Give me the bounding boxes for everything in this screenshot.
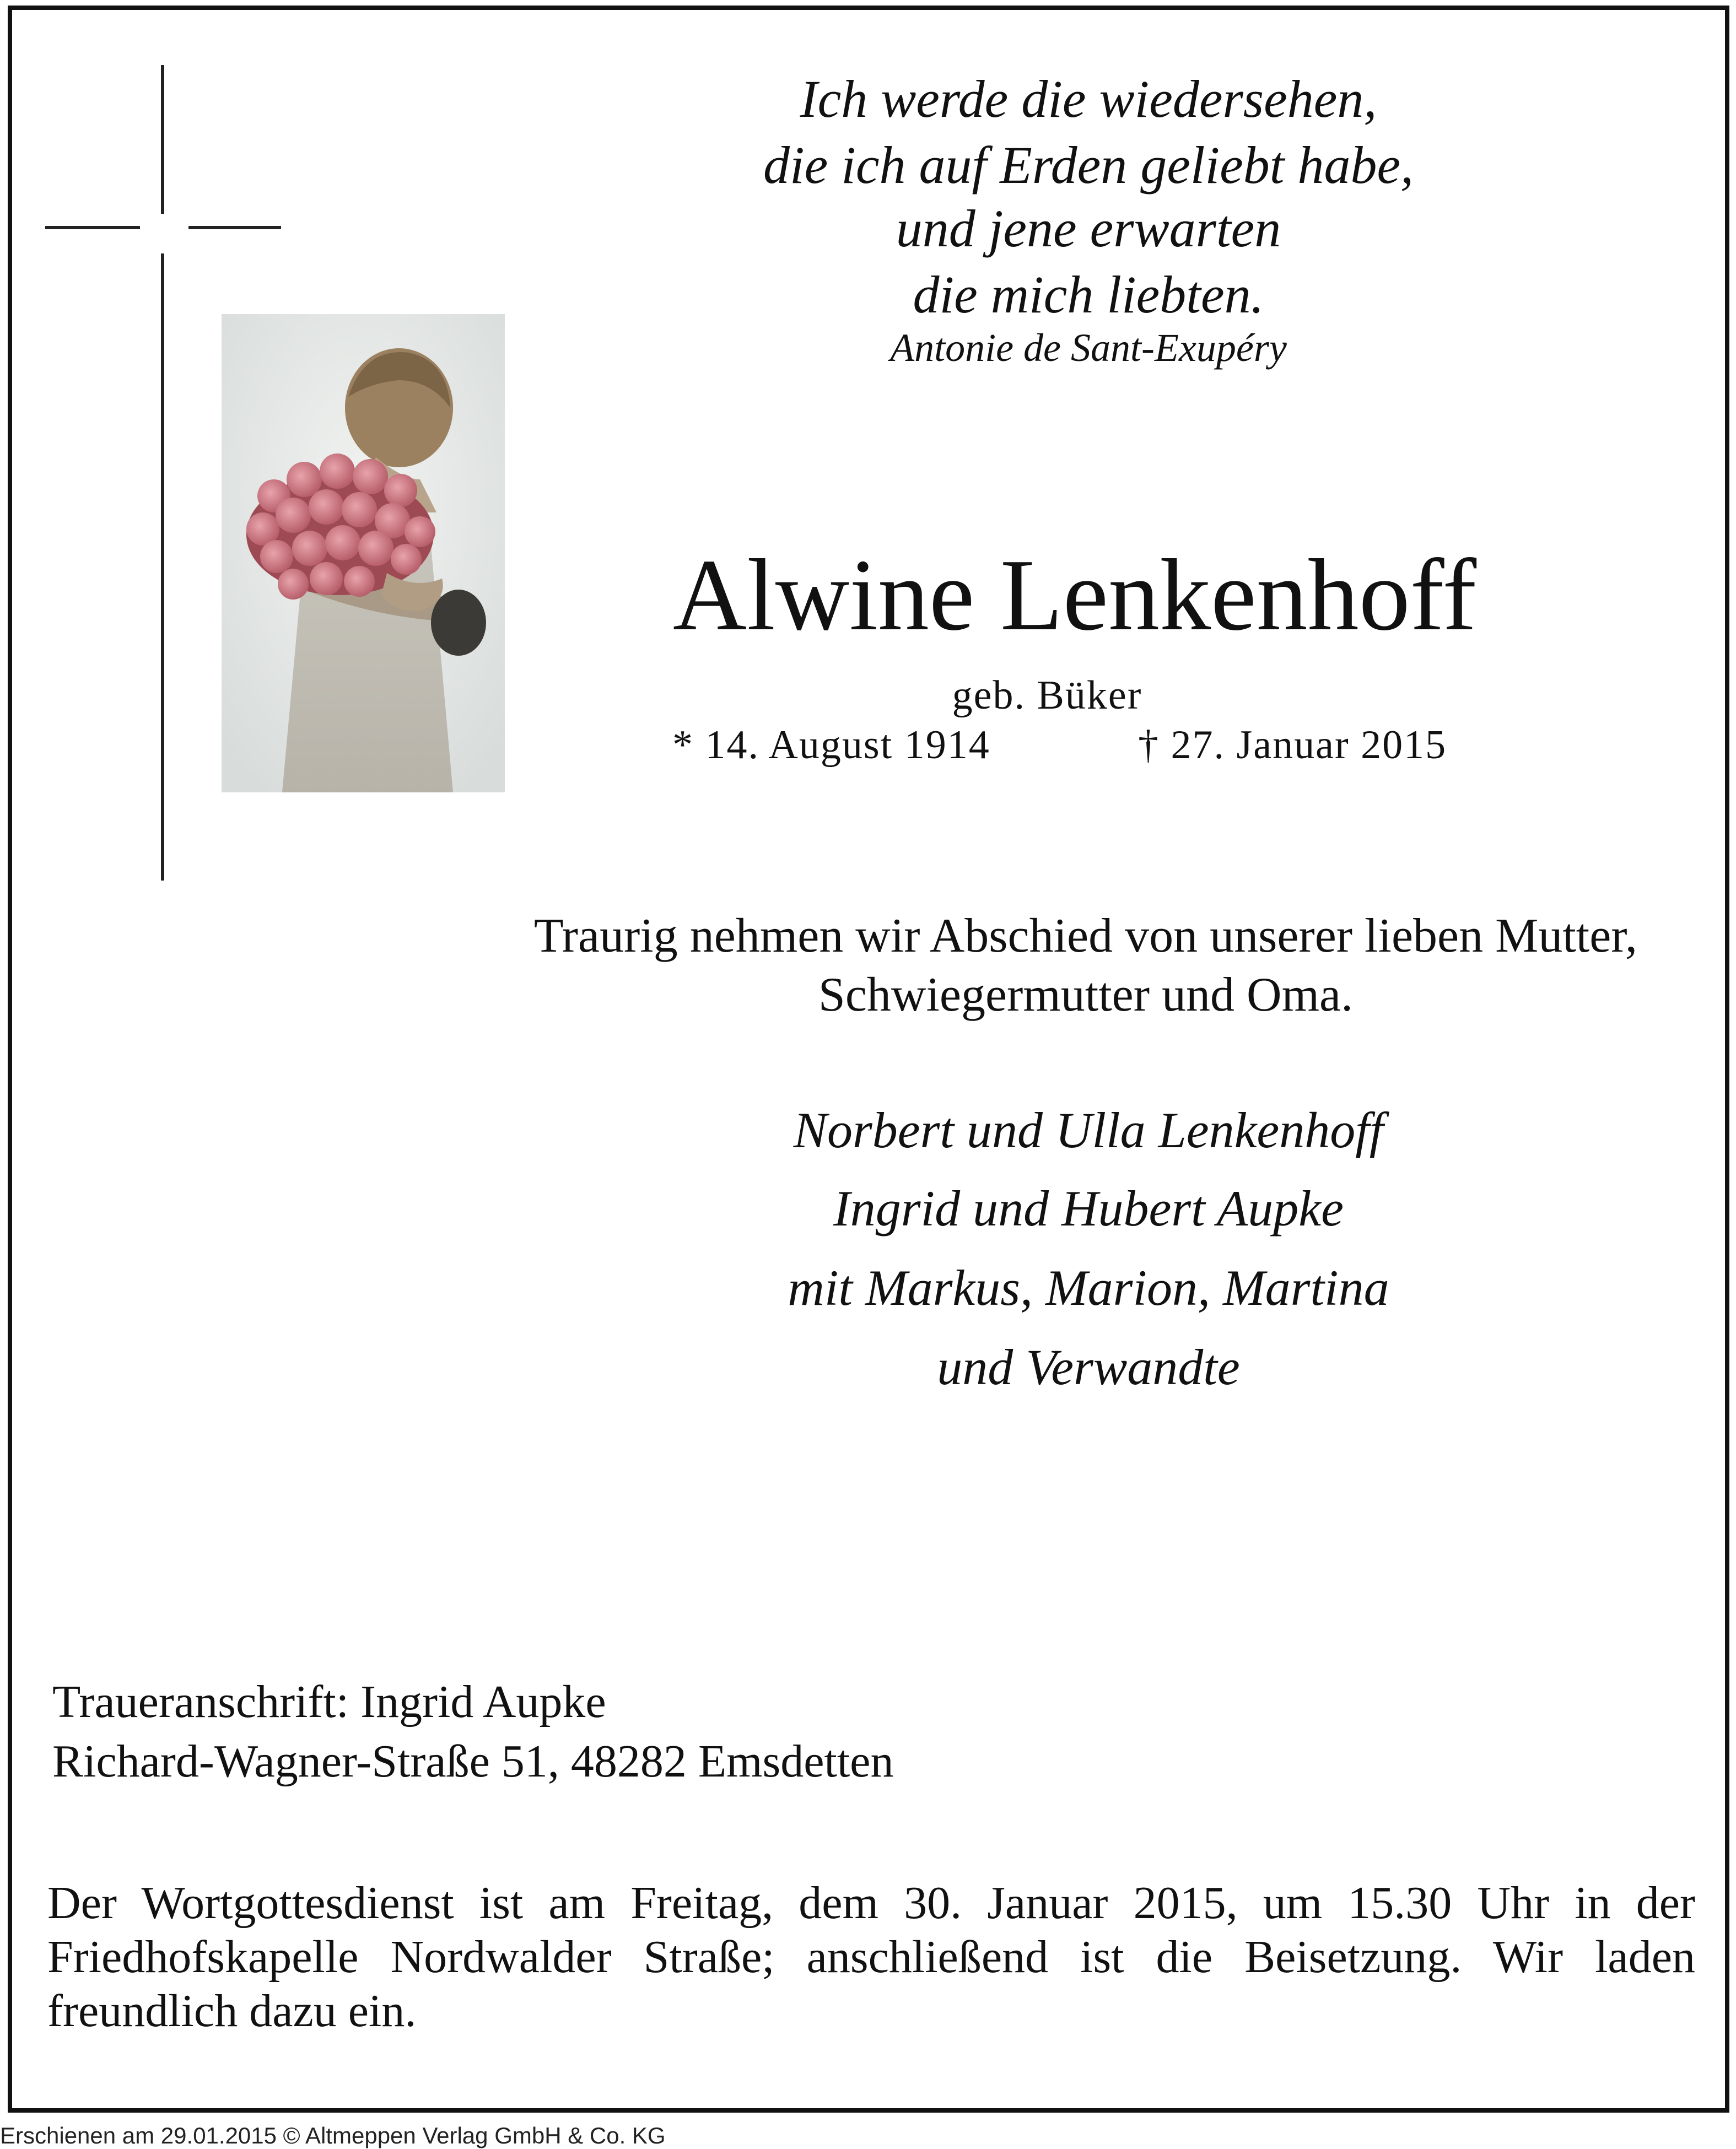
deceased-name: Alwine Lenkenhoff bbox=[672, 538, 1477, 652]
family-line: und Verwandte bbox=[937, 1339, 1240, 1395]
service-text-line: Der Wortgottesdienst ist am Freitag, dem 30. Januar 2015, um 15.30 Uhr in der bbox=[47, 1877, 1695, 1929]
quote-author: Antonie de Sant-Exupéry bbox=[890, 326, 1287, 370]
quote-line: Ich werde die wiedersehen, bbox=[800, 69, 1377, 128]
quote-line: und jene erwarten bbox=[896, 199, 1281, 258]
family-line: Norbert und Ulla Lenkenhoff bbox=[793, 1102, 1384, 1158]
figure-with-roses-icon bbox=[222, 314, 505, 792]
family-line: mit Markus, Marion, Martina bbox=[788, 1260, 1389, 1316]
quote-line: die mich liebten. bbox=[913, 265, 1264, 324]
family-line: Ingrid und Hubert Aupke bbox=[833, 1180, 1344, 1237]
mourning-line: Schwiegermutter und Oma. bbox=[818, 968, 1354, 1022]
service-text-line: freundlich dazu ein. bbox=[47, 1985, 417, 2037]
publication-footer: Erschienen am 29.01.2015 © Altmeppen Verlag GmbH & Co. KG bbox=[0, 2123, 666, 2148]
birth-name: geb. Büker bbox=[952, 673, 1142, 718]
mourning-address: Traueranschrift: Ingrid Aupke bbox=[52, 1676, 606, 1727]
death-date: † 27. Januar 2015 bbox=[1138, 722, 1447, 768]
mourning-line: Traurig nehmen wir Abschied von unserer lieben Mutter, bbox=[533, 909, 1638, 963]
service-text-line: Friedhofskapelle Nordwalder Straße; anschließend ist die Beisetzung. Wir laden bbox=[47, 1931, 1695, 1983]
quote-line: die ich auf Erden geliebt habe, bbox=[763, 136, 1414, 195]
birth-date: * 14. August 1914 bbox=[672, 722, 990, 768]
mourning-address-street: Richard-Wagner-Straße 51, 48282 Emsdetten bbox=[52, 1736, 894, 1787]
